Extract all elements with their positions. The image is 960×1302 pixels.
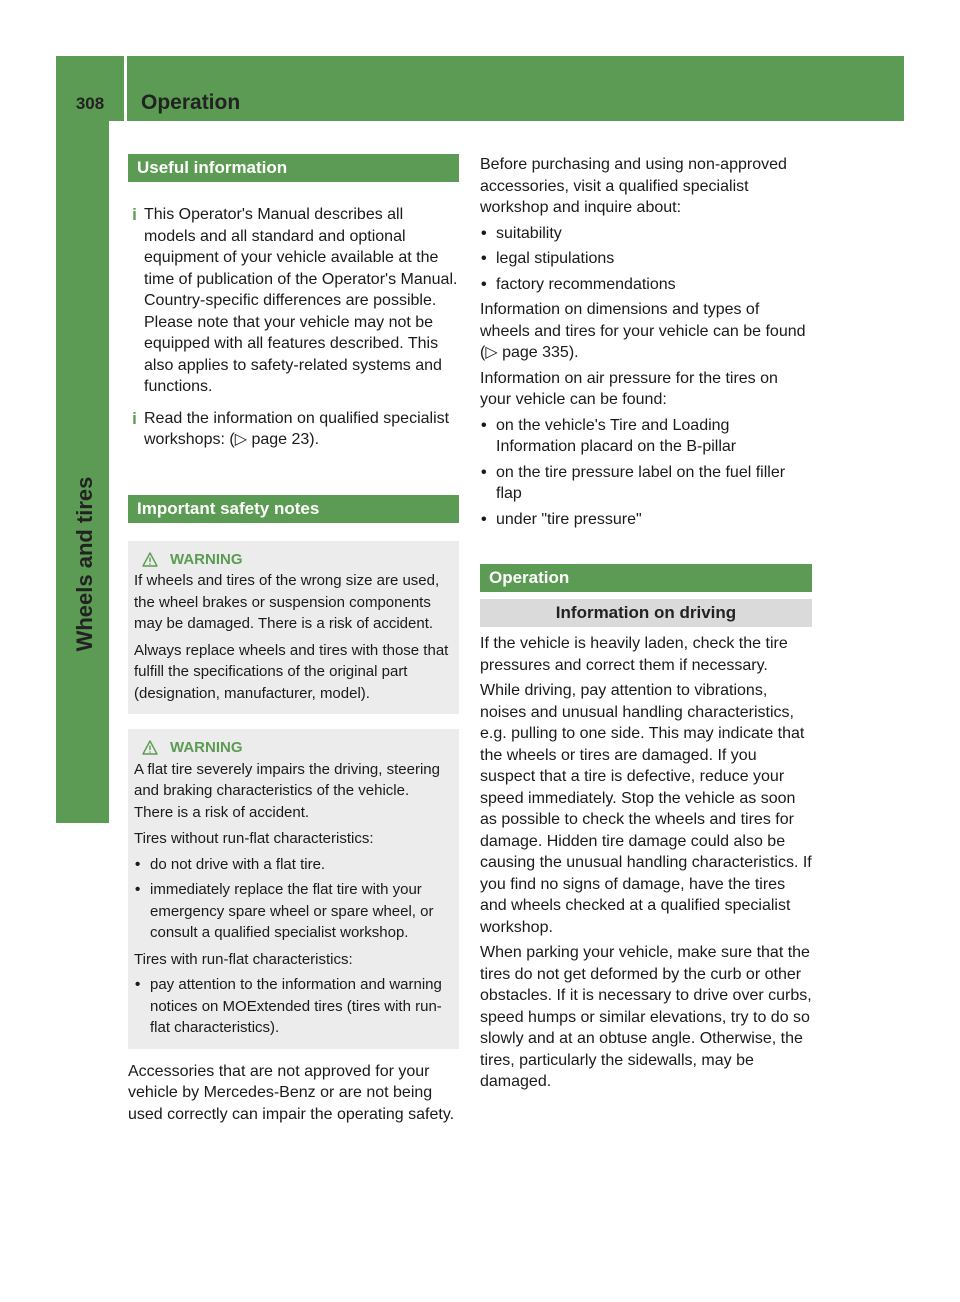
useful-information-heading: Useful information	[128, 154, 459, 182]
important-safety-notes-heading: Important safety notes	[128, 495, 459, 523]
list-item: • pay attention to the information and warning notices on MOExtended tires (tires with run-flat characteristics).	[134, 974, 451, 1039]
list-item: • factory recommendations	[480, 274, 812, 296]
inquire-list	[480, 223, 812, 296]
info-note-workshops	[128, 408, 459, 451]
driving-paragraph: When parking your vehicle, make sure that the tires do not get deformed by the curb or other obstacles. If it is necessary to drive over curbs, speed humps or similar elevations, try to do so slowly and at an obtuse angle. Otherwise, the tires, particularly the sidewalls, may be damaged.	[480, 944, 812, 1090]
driving-paragraph: While driving, pay attention to vibrations, noises and unusual handling characteristics, e.g. pulling to one side. This may indicate that the wheels or tires are damaged. If you suspect that a tire is defective, reduce your speed immediately. Stop the vehicle as soon as possible to check the wheels and tires for damage. Hidden tire damage could also be causing the unusual handling characteristics. If you find no signs of damage, have the tires and wheels checked at a qualified specialist workshop.	[480, 682, 812, 936]
section-title: Operation	[141, 91, 241, 114]
bullet-list	[134, 854, 451, 944]
pressure-list	[480, 415, 812, 531]
info-note-text: Read the information on qualified specialist workshops: (▷ page 23).	[144, 409, 450, 448]
list-item: • suitability	[480, 223, 812, 245]
driving-paragraph: If the vehicle is heavily laden, check the tire pressures and correct them if necessary.	[480, 635, 788, 674]
list-item: • on the vehicle's Tire and Loading Information placard on the B-pillar	[480, 415, 812, 458]
warning-box-flat-tire	[128, 729, 459, 1049]
warning-text: Tires with run-flat characteristics:	[134, 950, 353, 968]
warning-text: If wheels and tires of the wrong size are used, the wheel brakes or suspension components may be damaged. There is a risk of accident.	[134, 572, 440, 632]
warning-text: Always replace wheels and tires with those that fulfill the specifications of the original part (designation, manufacturer, model).	[134, 641, 449, 702]
operation-heading: Operation	[480, 564, 812, 592]
info-note-text: This Operator's Manual describes all models and all standard and optional equipment of your vehicle available at the time of publication of the Operator's Manual. Country-specific differences are possible. Please note that your vehicle may not be equipped with all features described. This also applies to safety-related systems and functions.	[144, 206, 458, 395]
list-item: • immediately replace the flat tire with your emergency spare wheel or spare wheel, or consult a qualified specialist workshop.	[134, 879, 451, 944]
info-note-manual	[128, 204, 459, 398]
warning-label: WARNING	[170, 739, 243, 756]
page-number: 308	[75, 94, 105, 113]
warning-header	[134, 549, 451, 571]
warning-box-wrong-size	[128, 541, 459, 715]
warning-header	[134, 737, 451, 759]
info-icon: i	[132, 205, 137, 224]
pressure-intro: Information on air pressure for the tires on your vehicle can be found:	[480, 369, 778, 408]
accessories-paragraph: Accessories that are not approved for your vehicle by Mercedes-Benz or are not being used correctly can impair the operating safety.	[128, 1062, 455, 1123]
list-item: • do not drive with a flat tire.	[134, 854, 451, 876]
warning-triangle-icon	[142, 740, 158, 755]
list-item: • under "tire pressure"	[480, 509, 812, 531]
information-on-driving-heading: Information on driving	[480, 599, 812, 627]
list-item: • legal stipulations	[480, 248, 812, 270]
warning-text: Tires without run-flat characteristics:	[134, 830, 374, 847]
chapter-label: Wheels and tires	[72, 476, 97, 652]
info-icon: i	[132, 408, 137, 428]
left-column	[128, 154, 459, 1125]
warning-triangle-icon	[142, 552, 158, 567]
bullet-list	[134, 974, 451, 1039]
list-item: • on the tire pressure label on the fuel filler flap	[480, 462, 812, 505]
header-divider	[124, 56, 127, 121]
intro-paragraph: Before purchasing and using non-approved accessories, visit a qualified specialist workshop and inquire about:	[480, 156, 787, 216]
warning-label: WARNING	[170, 550, 243, 568]
chapter-side-tab	[56, 121, 109, 751]
chapter-tab-marker	[56, 751, 109, 823]
right-column	[480, 154, 812, 1093]
warning-text: A flat tire severely impairs the driving, steering and braking characteristics of the vehicle. There is a risk of accident.	[134, 760, 440, 821]
dimensions-paragraph: Information on dimensions and types of wheels and tires for your vehicle can be found (▷ page 335).	[480, 301, 806, 361]
